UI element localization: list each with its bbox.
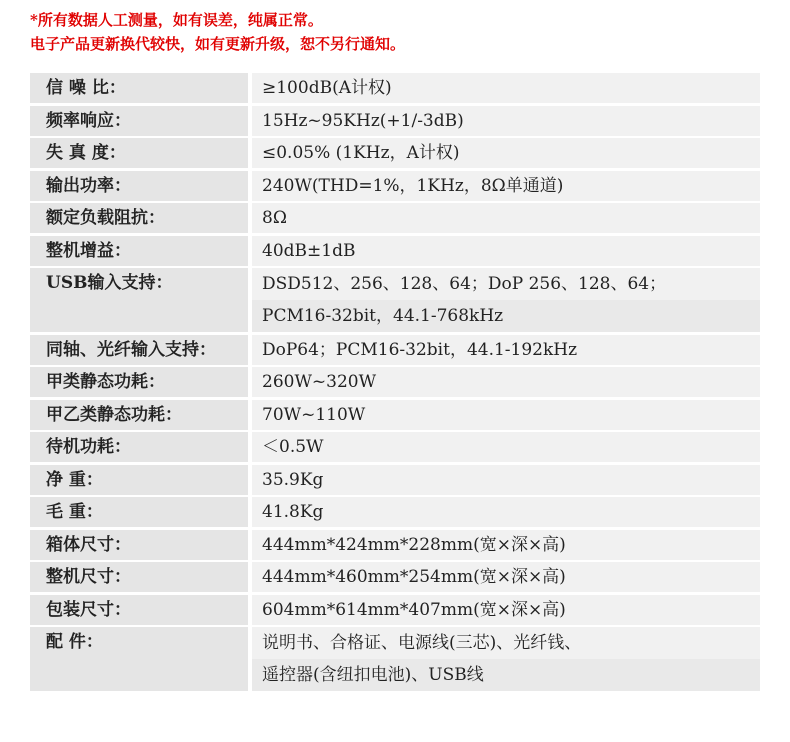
spec-value: 240W(THD=1%，1KHz，8Ω单通道) [252, 171, 760, 201]
spec-value: 15Hz~95KHz(+1/-3dB) [252, 106, 760, 136]
spec-value: 444mm*460mm*254mm(宽×深×高) [252, 562, 760, 592]
spec-label: 整机增益： [30, 236, 248, 266]
spec-row [30, 400, 760, 430]
spec-value: 41.8Kg [252, 497, 760, 527]
spec-value: DoP64；PCM16-32bit，44.1-192kHz [252, 335, 760, 365]
spec-label: 甲乙类静态功耗： [30, 400, 248, 430]
spec-value: 40dB±1dB [252, 236, 760, 266]
spec-value [252, 627, 760, 691]
spec-label: 额定负载阻抗： [30, 203, 248, 233]
spec-label: 信 噪 比： [30, 73, 248, 103]
spec-value: 70W~110W [252, 400, 760, 430]
spec-row [30, 138, 760, 168]
spec-value: 260W~320W [252, 367, 760, 397]
disclaimer-line-2: 电子产品更新换代较快，如有更新升级，恕不另行通知。 [30, 35, 406, 53]
spec-row [30, 106, 760, 136]
spec-value: 35.9Kg [252, 465, 760, 495]
spec-label: 整机尺寸： [30, 562, 248, 592]
spec-value-line: PCM16-32bit，44.1-768kHz [252, 300, 760, 332]
spec-row [30, 268, 760, 332]
spec-label: 失 真 度： [30, 138, 248, 168]
spec-label: USB输入支持： [30, 268, 248, 332]
spec-label: 配 件： [30, 627, 248, 691]
spec-row [30, 497, 760, 527]
spec-label: 输出功率： [30, 171, 248, 201]
spec-label: 同轴、光纤输入支持： [30, 335, 248, 365]
spec-label: 包装尺寸： [30, 595, 248, 625]
spec-label: 频率响应： [30, 106, 248, 136]
spec-row [30, 465, 760, 495]
spec-label: 净 重： [30, 465, 248, 495]
spec-label: 毛 重： [30, 497, 248, 527]
spec-value: 604mm*614mm*407mm(宽×深×高) [252, 595, 760, 625]
spec-value: ≥100dB(A计权) [252, 73, 760, 103]
spec-value-line: DSD512、256、128、64；DoP 256、128、64； [262, 268, 760, 300]
spec-row [30, 203, 760, 233]
spec-label: 待机功耗： [30, 432, 248, 462]
spec-row [30, 562, 760, 592]
spec-row [30, 335, 760, 365]
spec-label: 箱体尺寸： [30, 530, 248, 560]
disclaimer-line-1: *所有数据人工测量，如有误差，纯属正常。 [30, 11, 323, 29]
spec-value [252, 268, 760, 332]
spec-row [30, 627, 760, 691]
spec-row [30, 595, 760, 625]
disclaimer-notice [30, 8, 405, 56]
spec-row [30, 73, 760, 103]
spec-row [30, 236, 760, 266]
spec-value: 8Ω [252, 203, 760, 233]
spec-row [30, 530, 760, 560]
spec-row [30, 171, 760, 201]
spec-value-line: 遥控器(含纽扣电池)、USB线 [252, 659, 760, 691]
spec-value: ≤0.05% (1KHz，A计权) [252, 138, 760, 168]
spec-value: 444mm*424mm*228mm(宽×深×高) [252, 530, 760, 560]
spec-row [30, 432, 760, 462]
spec-value-line: 说明书、合格证、电源线(三芯)、光纤钱、 [262, 627, 760, 659]
spec-table [30, 73, 760, 694]
spec-row [30, 367, 760, 397]
spec-value: ＜0.5W [252, 432, 760, 462]
spec-label: 甲类静态功耗： [30, 367, 248, 397]
